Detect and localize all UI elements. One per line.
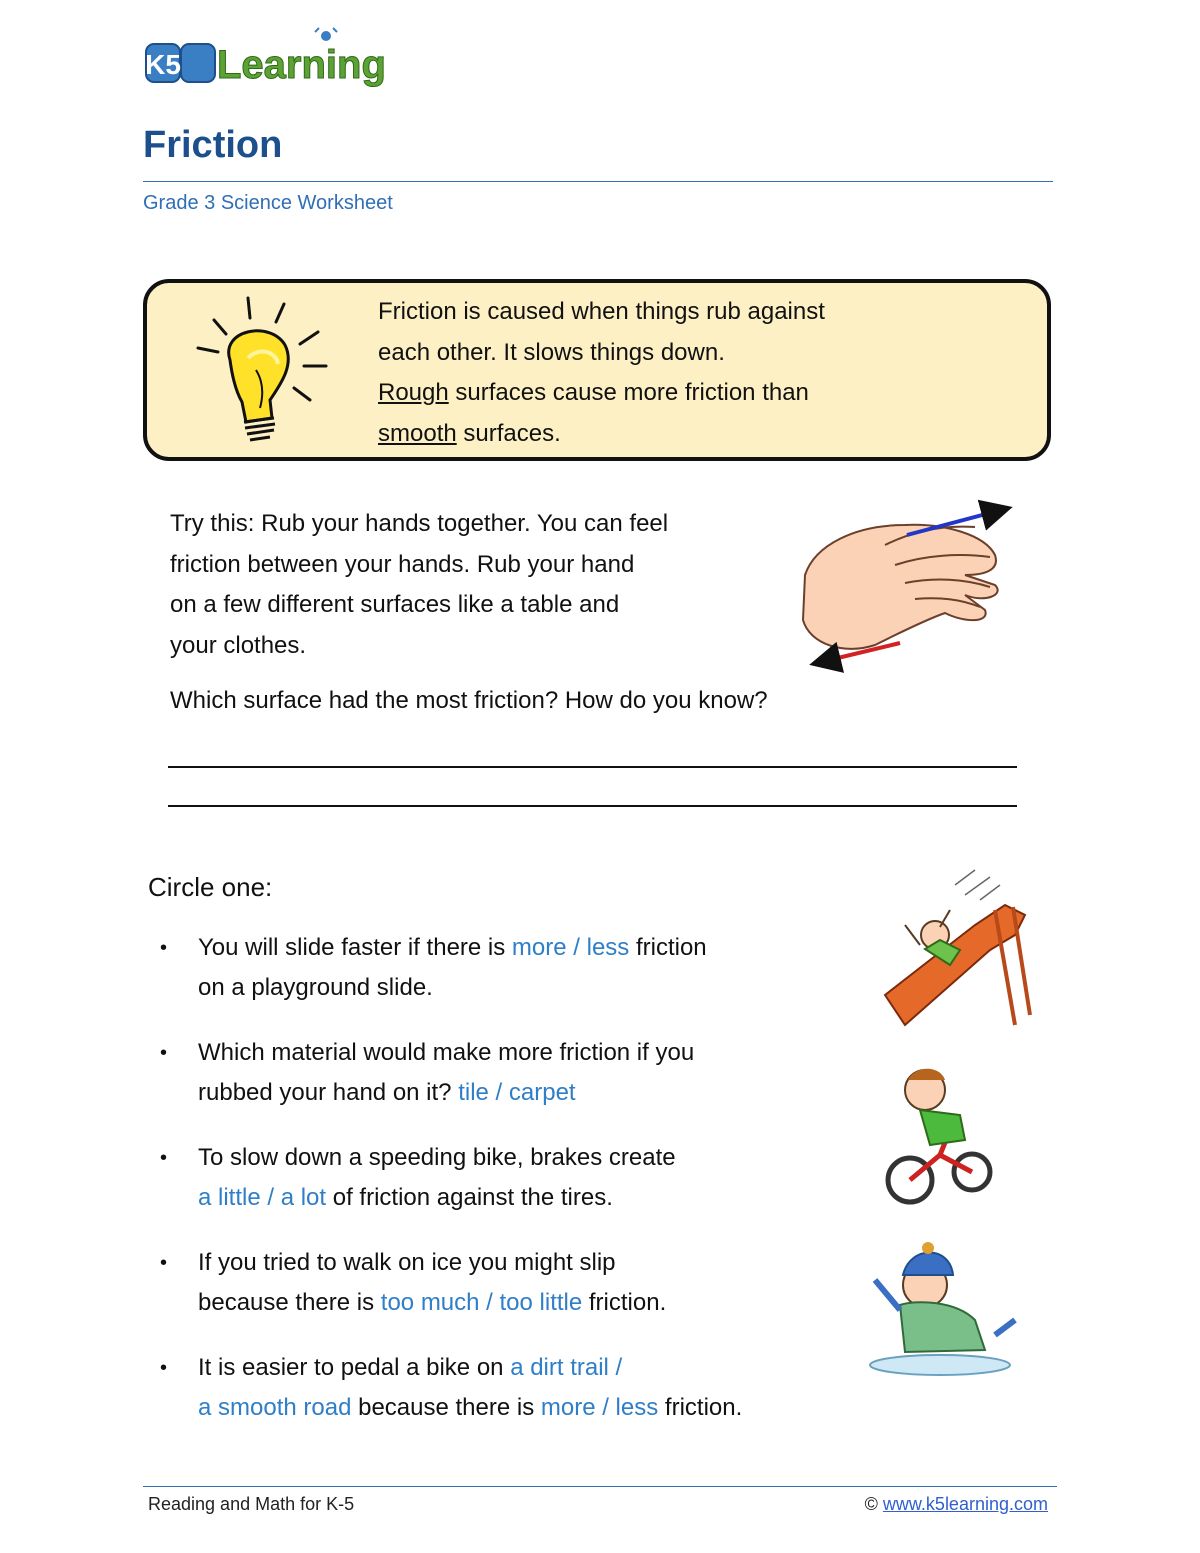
- boy-on-bike-image: [880, 1060, 1000, 1210]
- answer-line[interactable]: [168, 766, 1017, 768]
- choice-options[interactable]: tile / carpet: [458, 1079, 576, 1106]
- footer-tagline: Reading and Math for K-5: [148, 1494, 355, 1514]
- item-text: friction: [629, 934, 707, 961]
- list-item: [160, 1243, 880, 1323]
- footer-divider: [143, 1486, 1057, 1487]
- try-line: your clothes.: [170, 631, 307, 659]
- item-text: • Which material would make more friction if you: [198, 1039, 695, 1066]
- item-text: rubbed your hand on it?: [198, 1079, 459, 1106]
- choice-options[interactable]: a smooth road: [198, 1394, 352, 1421]
- info-line: each other. It slows things down.: [378, 338, 725, 366]
- choice-options[interactable]: more / less: [540, 1394, 659, 1421]
- info-line: Friction is caused when things rub against: [378, 298, 825, 325]
- try-line: on a few different surfaces like a table and: [170, 591, 620, 618]
- website-link[interactable]: www.k5learning.com: [882, 1494, 1048, 1514]
- k5-learning-logo: [143, 26, 403, 92]
- list-item: [160, 1033, 880, 1113]
- choice-options[interactable]: more / less: [511, 934, 630, 961]
- item-text: friction.: [658, 1394, 743, 1421]
- item-text: • To slow down a speeding bike, brakes create: [198, 1144, 676, 1171]
- info-line: [378, 373, 998, 414]
- boy-slipping-on-ice-image: [855, 1240, 1025, 1380]
- choice-options[interactable]: a little / a lot: [198, 1184, 327, 1211]
- list-item: [160, 928, 880, 1008]
- info-text: [378, 292, 998, 454]
- item-text: friction.: [582, 1289, 667, 1316]
- choice-options[interactable]: a dirt trail /: [510, 1354, 623, 1381]
- list-item: [160, 1348, 880, 1428]
- item-text: • If you tried to walk on ice you might slip: [198, 1249, 616, 1276]
- info-line-text: surfaces cause more friction than: [448, 379, 809, 406]
- playground-slide-image: [865, 865, 1035, 1035]
- info-line-text: surfaces.: [456, 419, 561, 447]
- choice-options[interactable]: too much / too little: [380, 1289, 583, 1316]
- page-title: Friction: [143, 124, 283, 166]
- rough-word: Rough: [378, 379, 449, 406]
- item-text: on a playground slide.: [198, 974, 433, 1001]
- question-list: [160, 928, 880, 1453]
- title-divider: [143, 181, 1053, 182]
- try-line: Try this: Rub your hands together. You can feel: [170, 510, 669, 537]
- circle-one-heading: Circle one:: [148, 872, 273, 902]
- info-line: [378, 414, 998, 455]
- copyright-symbol: ©: [864, 1494, 878, 1514]
- question-text: Which surface had the most friction? How do you know?: [170, 687, 768, 714]
- page-subtitle: Grade 3 Science Worksheet: [143, 192, 393, 214]
- item-text: because there is: [351, 1394, 541, 1421]
- try-line: friction between your hands. Rub your hand: [170, 550, 635, 578]
- list-item: [160, 1138, 880, 1218]
- item-text: because there is: [198, 1289, 381, 1316]
- svg-text:K5: K5: [145, 49, 181, 80]
- item-text: You will slide faster if there is: [198, 934, 512, 961]
- lightbulb-icon: [190, 290, 340, 450]
- try-this-text: [170, 504, 810, 666]
- rubbing-hands-image: [795, 495, 1020, 675]
- item-text: of friction against the tires.: [326, 1184, 613, 1211]
- smooth-word: smooth: [378, 419, 457, 447]
- answer-line[interactable]: [168, 805, 1017, 807]
- item-text: It is easier to pedal a bike on: [198, 1354, 511, 1381]
- svg-text:Learning: Learning: [217, 43, 386, 87]
- footer-copyright: [865, 1494, 1048, 1515]
